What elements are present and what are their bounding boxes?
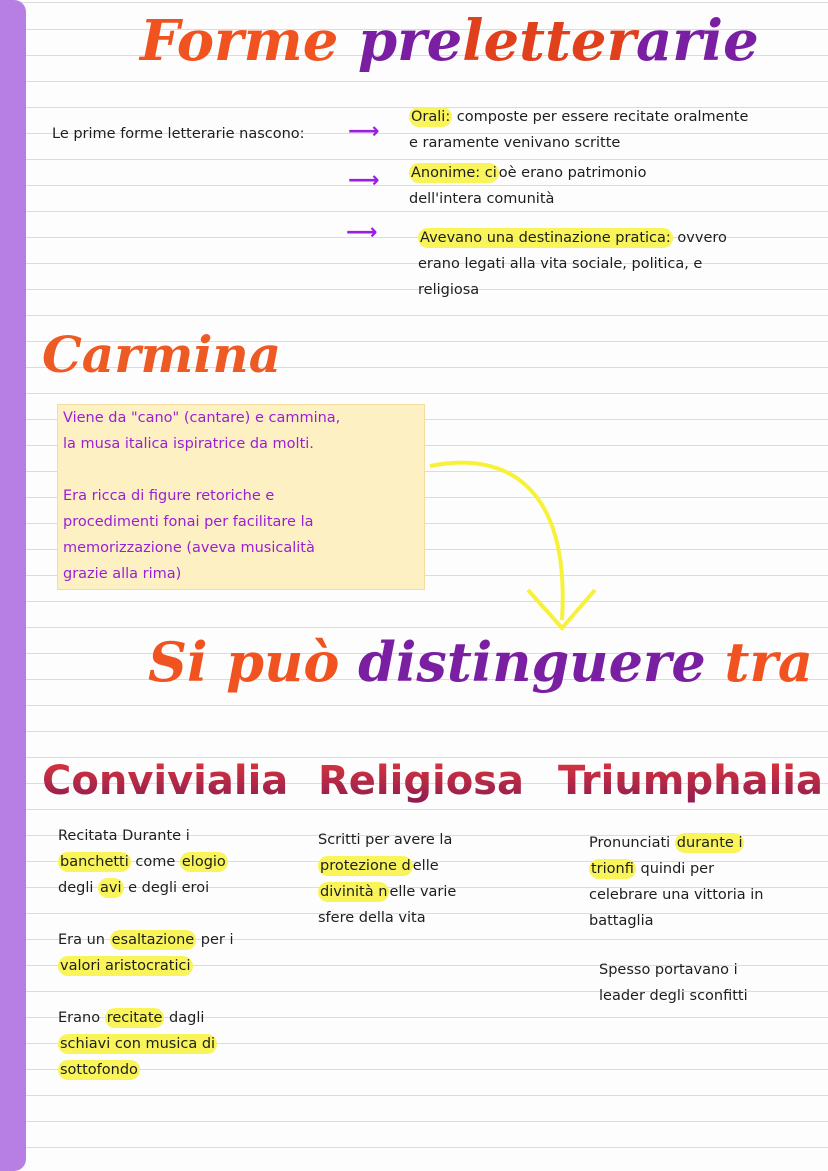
text: dell'intera comunità [409,191,555,207]
column-title-religiosa: Religiosa [318,758,524,804]
text-line [318,879,456,905]
text: elle [412,858,439,874]
highlighted-text: trionfi [591,861,634,877]
text-line [58,953,234,979]
distinguish-heading [148,630,813,694]
text-line [589,908,764,934]
text: dagli [164,1010,205,1026]
text: celebrare una vittoria in [589,887,764,903]
text: oè erano patrimonio [498,165,647,181]
title-part: letter [462,8,637,74]
highlighted-text: durante i [676,835,743,851]
title-part: Forme [140,8,358,74]
text-line: Era ricca di figure retoriche e [63,488,275,504]
text: Era un [58,932,110,948]
text-line: leader degli sconfitti [599,988,748,1004]
text: composte per essere recitate oralmente [452,109,749,125]
text-line: grazie alla rima) [63,566,182,582]
text-line: memorizzazione (aveva musicalità [63,540,315,556]
highlighted-text: Orali: [411,109,451,125]
text-line [409,160,646,186]
highlighted-text: recitate [106,1010,163,1026]
highlighted-text: elogio [181,854,226,870]
arrow-icon: ⟶ [348,168,380,193]
text-line [58,1057,234,1083]
text-line: Viene da "cano" (cantare) e cammina, [63,410,341,426]
heading-part: distinguere [358,630,725,694]
text-line [418,225,727,251]
text: elle varie [389,884,457,900]
heading-part: Si può [148,630,359,694]
intro-item-orali [409,104,748,156]
carmina-heading: Carmina [42,325,282,384]
text-line [409,104,748,130]
text: e raramente venivano scritte [409,135,621,151]
text-line [58,901,234,927]
text-line [318,905,456,931]
highlighted-text: Anonime: ci [411,165,497,181]
text-line [409,186,646,212]
intro-item-destinazione [418,225,727,303]
highlighted-text: avi [100,880,122,896]
text: degli [58,880,98,896]
highlighted-text: Avevano una destinazione pratica: [420,230,671,246]
notebook-margin-bar [0,0,26,1171]
text-line [58,1005,234,1031]
text-line [318,853,456,879]
text: quindi per [635,861,715,877]
text-line [409,130,748,156]
text: e degli eroi [123,880,210,896]
text: Recitata Durante i [58,828,190,844]
column-title-convivialia: Convivialia [42,758,289,804]
text-line [58,823,234,849]
text-line: la musa italica ispiratrice da molti. [63,436,314,452]
text-line [318,827,456,853]
title-part: arie [636,8,759,74]
text-line [418,277,727,303]
text-line: Spesso portavano i [599,962,738,978]
highlighted-text: divinità n [320,884,388,900]
triumphalia-extra [599,957,748,1009]
text-line [58,849,234,875]
text: come [130,854,180,870]
column-title-triumphalia: Triumphalia [558,758,823,804]
text-line [63,457,340,483]
page-title [140,8,759,74]
text-line [589,830,764,856]
text-line [58,875,234,901]
text-line: procedimenti fonai per facilitare la [63,514,314,530]
column-convivialia [58,823,234,1083]
text-line [589,856,764,882]
arrow-icon: ⟶ [348,119,380,144]
text: sfere della vita [318,910,426,926]
text: Erano [58,1010,105,1026]
column-religiosa [318,827,456,931]
carmina-text [63,405,340,587]
text-line [58,979,234,1005]
highlighted-text: schiavi con musica di [60,1036,216,1052]
text: erano legati alla vita sociale, politica, e [418,256,703,272]
text: per i [196,932,234,948]
intro-item-anonime [409,160,646,212]
text-line [58,1031,234,1057]
highlighted-text: protezione d [320,858,411,874]
highlighted-text: banchetti [60,854,129,870]
text: Pronunciati [589,835,675,851]
highlighted-text: valori aristocratici [60,958,191,974]
text: religiosa [418,282,480,298]
text: Scritti per avere la [318,832,453,848]
carmina-note [57,404,425,590]
column-triumphalia [589,830,764,934]
heading-part: tra [724,630,813,694]
highlighted-text: esaltazione [111,932,195,948]
text-line [589,882,764,908]
highlighted-text: sottofondo [60,1062,138,1078]
intro-label: Le prime forme letterarie nascono: [52,126,305,142]
text-line [58,927,234,953]
title-part: pre [357,8,463,74]
text: battaglia [589,913,654,929]
text: ovvero [672,230,727,246]
text-line [418,251,727,277]
curved-arrow-icon [420,450,610,640]
arrow-icon: ⟶ [346,220,378,245]
